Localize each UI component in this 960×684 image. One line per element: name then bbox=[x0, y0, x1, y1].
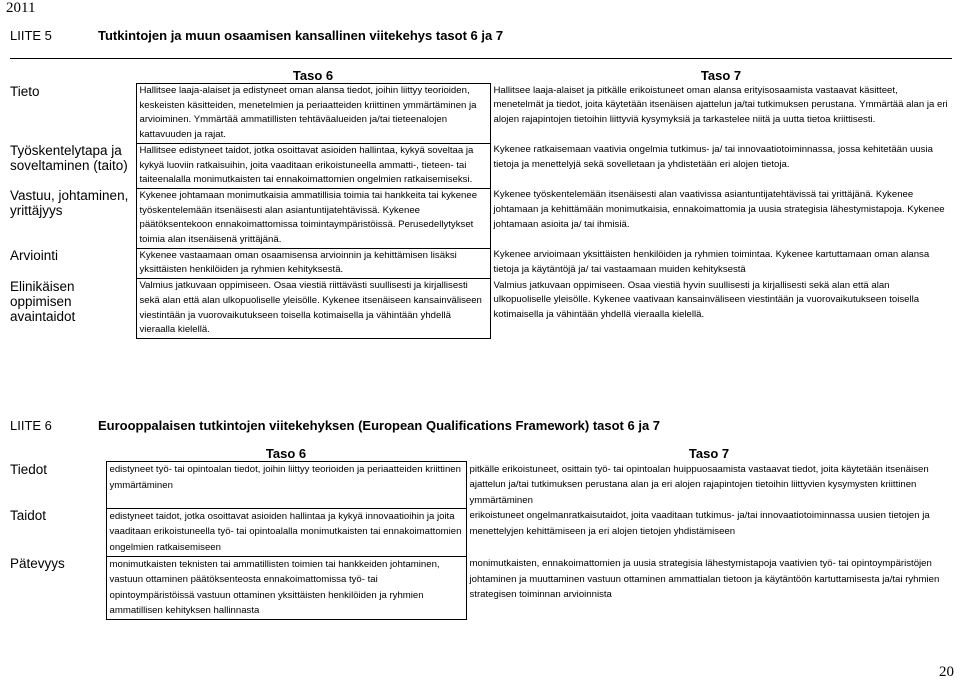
taso7-cell: Kykenee työskentelemään itsenäisesti alan vaativissa asiantuntijatehtävissä tai yrittäjänä. Kykenee johtamaan ja kehittämään monimutkaisia, ennakoimattomia ja uusia strategisia lähestymistapoja. Kykenee johtamaan asioita ja/ tai ihmisiä. bbox=[493, 189, 945, 230]
row-label: Pätevyys bbox=[10, 556, 65, 572]
taso7-cell: pitkälle erikoistuneet, osittain työ- tai opintoalan huippuosaamista vastaavat tiedot, joita käytetään itsenäisen ajattelun ja/tai tutkimuksen perustana alan ja eri alojen rajapintojen tietoihin liittyvien kysymysten kriittinen ymmärtäminen bbox=[469, 463, 929, 506]
liite6-label: LIITE 6 bbox=[10, 418, 52, 433]
table-row bbox=[10, 556, 952, 619]
taso7-cell: Hallitsee laaja-alaiset ja pitkälle erikoistuneet oman alansa erityisosaamista vastaavat käsitteet, menetelmät ja tiedot, joita käytetään itsenäisen ajattelun ja/tai tutkimuksen perustana. Ymmärtää alan ja eri alojen rajapintojen tietoihin liittyviä kysymyksiä ja tarkastelee niitä ja uutta tietoa kriittisesti. bbox=[493, 84, 948, 125]
table-row bbox=[10, 143, 952, 188]
taso7-cell: monimutkaisten, ennakoimattomien ja uusia strategisia lähestymistapoja vaativien työ- tai opintoympäristöjen johtaminen ja muuttaminen vastuun ottaminen ammattialan tietoon ja käytäntöön kartuttamisesta ja/tai ryhmien strategisen toiminnan arvioinnista bbox=[469, 558, 940, 601]
row-label: Vastuu, johtaminen, yrittäjyys bbox=[10, 188, 129, 219]
page-number: 20 bbox=[939, 664, 954, 680]
taso6-cell: edistyneet taidot, jotka osoittavat asioiden hallintaa ja kykyä innovaatioihin ja joita vaaditaan erikoistuneella työ- tai opintoalalla monimutkaisten tai ennakoimattomien ongelmien ratkaisemiseen bbox=[106, 508, 466, 556]
table-row bbox=[10, 508, 952, 556]
liite5-top-rule bbox=[10, 58, 952, 59]
liite5-table bbox=[10, 68, 952, 339]
taso6-cell: Kykenee vastaamaan oman osaamisensa arvioinnin ja kehittämisen lisäksi yksittäisten henkilöiden ja ryhmien kehityksestä. bbox=[136, 248, 490, 278]
table-row bbox=[10, 248, 952, 278]
table-row bbox=[10, 279, 952, 339]
year: 2011 bbox=[6, 0, 36, 16]
row-label: Taidot bbox=[10, 508, 47, 524]
row-label: Tiedot bbox=[10, 461, 48, 477]
row-label: Työskentelytapa ja soveltaminen (taito) bbox=[10, 143, 128, 174]
liite5-header-taso6: Taso 6 bbox=[292, 68, 334, 83]
taso6-cell: Kykenee johtamaan monimutkaisia ammatillisia toimia tai hankkeita tai kykenee työskentelemään itsenäisesti alan asiantuntijatehtävissä. Kykenee päätöksentekoon ennakoimattomissa toimintaympäristöissä. Perusedellytykset toimia alan itsenäisenä yrittäjänä. bbox=[136, 188, 490, 248]
taso6-cell: Hallitsee laaja-alaiset ja edistyneet oman alansa tiedot, joihin liittyy teorioiden, keskeisten käsitteiden, menetelmien ja periaatteiden kriittinen ymmärtäminen ja arvioiminen. Ymmärtää ammatillisten tehtäväalueiden ja/tai tieteenalojen kattavuuden ja rajat. bbox=[136, 84, 490, 144]
taso6-cell: Valmius jatkuvaan oppimiseen. Osaa viestiä riittävästi suullisesti ja kirjallisesti sekä alan että alan ulkopuoliselle yleisölle. Kykenee itsenäiseen kansainväliseen viestintään ja vuorovaikutukseen toisella kotimaisella ja vähintään yhdellä vieraalla kielellä. bbox=[136, 279, 490, 339]
taso7-cell: Kykenee ratkaisemaan vaativia ongelmia tutkimus- ja/ tai innovaatiotoiminnassa, jossa kehitetään uusia tietoja ja menettelyjä sekä sovelletaan ja yhdistetään eri alojen tietoja. bbox=[493, 144, 933, 171]
liite6-title: Eurooppalaisen tutkintojen viitekehyksen (European Qualifications Framework) tasot 6 ja 7 bbox=[98, 418, 661, 433]
taso7-cell: Valmius jatkuvaan oppimiseen. Osaa viestiä hyvin suullisesti ja kirjallisesti sekä alan että alan ulkopuoliselle yleisölle. Kykenee vaativaan kansainväliseen viestintään ja vuorovaikutukseen toisella kotimaisella ja vähintään yhdellä vieraalla kielellä. bbox=[493, 279, 920, 321]
liite5-label: LIITE 5 bbox=[10, 28, 52, 43]
row-label: Tieto bbox=[10, 83, 40, 99]
taso6-cell: monimutkaisten teknisten tai ammatillisten toimien tai hankkeiden johtaminen, vastuun ottaminen päätöksenteosta ennakoimattomissa työ- tai opintoympäristöissä vastuun ottaminen yksittäisten henkilöiden ja ryhmien ammatillisen kehityksen hallinnasta bbox=[106, 556, 466, 619]
liite5-header-taso7: Taso 7 bbox=[700, 68, 742, 83]
taso7-cell: erikoistuneet ongelmanratkaisutaidot, joita vaaditaan tutkimus- ja/tai innovaatiotoiminnassa uusien tietojen ja menettelyjen kehittämiseen ja eri alojen tietojen yhdistämiseen bbox=[469, 510, 930, 537]
liite6-table bbox=[10, 446, 952, 620]
liite5-title: Tutkintojen ja muun osaamisen kansallinen viitekehys tasot 6 ja 7 bbox=[98, 28, 504, 43]
taso7-cell: Kykenee arvioimaan yksittäisten henkilöiden ja ryhmien toimintaa. Kykenee kartuttamaan oman alansa tietoja ja käytäntöjä ja/ tai vastaamaan muiden kehityksestä bbox=[493, 249, 930, 275]
taso6-cell: Hallitsee edistyneet taidot, jotka osoittavat asioiden hallintaa, kykyä soveltaa ja kykyä luoviin ratkaisuihin, joita vaaditaan erikoistuneella ammatti-, tieteen- tai taiteenalalla monimutkaisten tai ennakoimattomien ongelmien ratkaisemiseksi. bbox=[136, 143, 490, 188]
table-row bbox=[10, 84, 952, 144]
liite6-header-taso6: Taso 6 bbox=[265, 446, 307, 461]
row-label: Elinikäisen oppimisen avaintaidot bbox=[10, 278, 76, 324]
table-row bbox=[10, 188, 952, 248]
row-label: Arviointi bbox=[10, 248, 59, 264]
table-row bbox=[10, 462, 952, 509]
taso6-cell: edistyneet työ- tai opintoalan tiedot, joihin liittyy teorioiden ja periaatteiden kriittinen ymmärtäminen bbox=[106, 462, 466, 509]
liite6-header-taso7: Taso 7 bbox=[688, 446, 730, 461]
